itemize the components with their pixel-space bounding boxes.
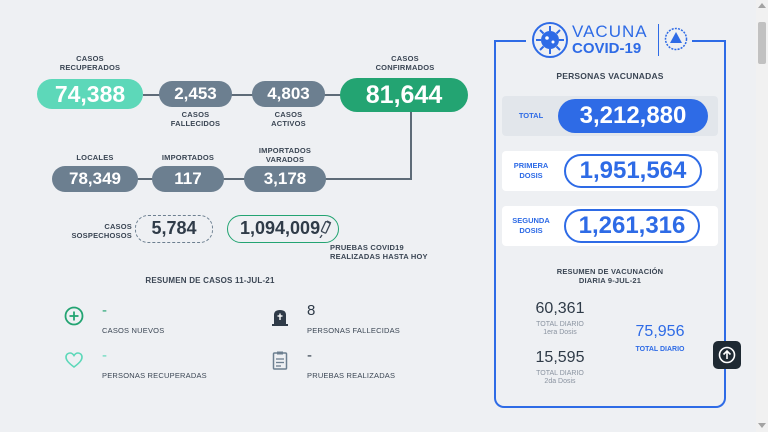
- first-dose-label: PRIMERA DOSIS: [513, 161, 549, 180]
- shield-icon: [664, 26, 688, 57]
- plus-circle-icon: [64, 306, 84, 326]
- syringe-icon: [319, 220, 333, 245]
- local-value: 78,349: [52, 166, 138, 192]
- total-row: [502, 96, 718, 136]
- second-dose-row: [502, 206, 718, 246]
- suspected-value: 5,784: [135, 215, 213, 243]
- deceased-value: 2,453: [159, 81, 232, 107]
- panel-border-left: [494, 40, 526, 42]
- recovered-value: 74,388: [37, 79, 143, 109]
- tombstone-icon: [270, 307, 290, 327]
- vaccine-logo: [530, 20, 690, 62]
- virus-icon: [530, 20, 570, 65]
- recovered-summary-label: PERSONAS RECUPERADAS: [102, 371, 207, 380]
- scrollbar-thumb[interactable]: [758, 22, 766, 64]
- heart-icon: [64, 350, 84, 370]
- daily-first-value: 60,361: [535, 300, 585, 317]
- second-dose-value: 1,261,316: [564, 209, 700, 243]
- deceased-label: CASOS FALLECIDOS: [170, 110, 221, 128]
- suspected-label: CASOS SOSPECHOSOS: [71, 222, 132, 240]
- new-cases-value: -: [102, 302, 107, 319]
- logo-divider: [658, 24, 659, 56]
- stranded-label: IMPORTADOS VARADOS: [258, 146, 312, 164]
- tests-summary-value: -: [307, 347, 312, 364]
- arrow-up-icon: [718, 346, 736, 369]
- connector-vertical: [410, 112, 412, 179]
- total-value: 3,212,880: [558, 99, 708, 133]
- scroll-up-arrow-icon[interactable]: [758, 3, 766, 8]
- local-label: LOCALES: [76, 153, 114, 162]
- imported-value: 117: [152, 166, 224, 192]
- first-dose-value: 1,951,564: [564, 154, 702, 188]
- active-label: CASOS ACTIVOS: [271, 110, 306, 128]
- daily-total-label: TOTAL DIARIO: [635, 346, 685, 353]
- summary-title: RESUMEN DE CASOS 11-JUL-21: [145, 276, 275, 285]
- first-dose-row: [502, 151, 718, 191]
- panel-border-right: [692, 40, 726, 42]
- tests-summary-label: PRUEBAS REALIZADAS: [307, 371, 396, 380]
- tests-number: 1,094,009: [240, 218, 321, 238]
- daily-first-label: TOTAL DIARIO 1era Dosis: [536, 321, 584, 336]
- deaths-value: 8: [307, 302, 316, 319]
- scrollbar-track[interactable]: [756, 0, 768, 432]
- vaccinated-heading: PERSONAS VACUNADAS: [556, 71, 664, 81]
- tests-label: PRUEBAS COVID19 REALIZADAS HASTA HOY: [330, 243, 428, 261]
- imported-label: IMPORTADOS: [161, 153, 215, 162]
- total-label: TOTAL: [518, 111, 544, 120]
- tests-value: [227, 215, 339, 243]
- scroll-down-arrow-icon[interactable]: [758, 423, 766, 428]
- stranded-value: 3,178: [244, 166, 326, 192]
- recovered-label: CASOS RECUPERADOS: [59, 54, 121, 72]
- scroll-to-top-button[interactable]: [713, 341, 741, 369]
- daily-title: RESUMEN DE VACUNACIÓN DIARIA 9-JUL-21: [556, 267, 664, 285]
- clipboard-icon: [270, 350, 290, 370]
- confirmed-value: 81,644: [340, 78, 468, 112]
- logo-line-2: COVID-19: [572, 40, 642, 57]
- logo-line-1: VACUNA: [572, 22, 648, 41]
- confirmed-label: CASOS CONFIRMADOS: [375, 54, 435, 72]
- new-cases-label: CASOS NUEVOS: [102, 326, 165, 335]
- recovered-summary-value: -: [102, 347, 107, 364]
- daily-total-value: 75,956: [635, 323, 685, 340]
- daily-second-label: TOTAL DIARIO 2da Dosis: [536, 370, 584, 385]
- deaths-label: PERSONAS FALLECIDAS: [307, 326, 400, 335]
- second-dose-label: SEGUNDA DOSIS: [512, 216, 550, 235]
- active-value: 4,803: [252, 81, 325, 107]
- daily-second-value: 15,595: [535, 349, 585, 366]
